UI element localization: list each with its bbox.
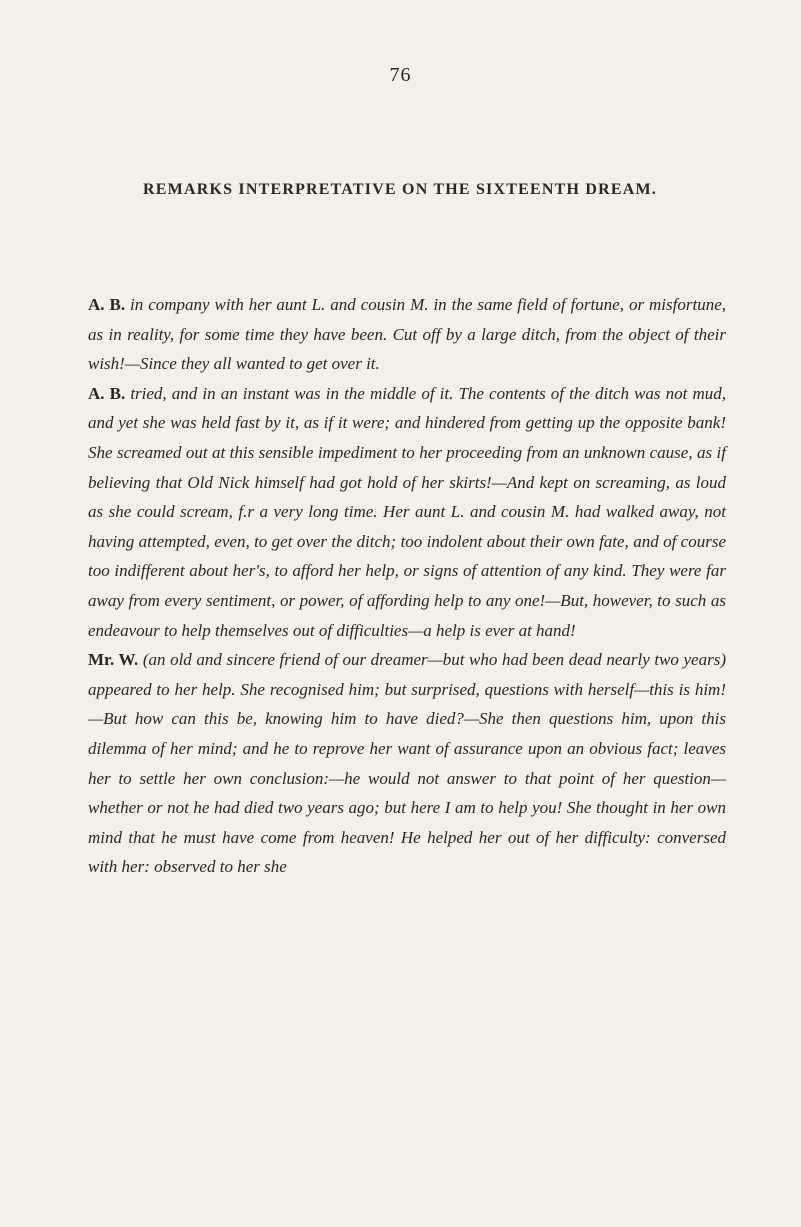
paragraph-3 [88, 645, 726, 882]
paragraph-2 [88, 379, 726, 645]
paragraph-3-text: (an old and sincere friend of our dreamer—but who had been dead nearly two years) appeared to her help. She recognised him; but surprised, questions with herself—this is him!—But how can this be, knowing him to have died?—She then questions him, upon this dilemma of her mind; and he to reprove her want of assurance upon an obvious fact; leaves her to settle her own conclusion:—he would not answer to that point of her question—whether or not he had died two years ago; but here I am to help you! She thought in her own mind that he must have come from heaven! He helped her out of her difficulty: conversed with her: observed to her she [88, 650, 726, 877]
paragraph-3-lead: Mr. W. [88, 650, 139, 670]
chapter-heading: REMARKS INTERPRETATIVE ON THE SIXTEENTH DREAM. [143, 181, 657, 198]
paragraph-2-text: tried, and in an instant was in the middle of it. The contents of the ditch was not mud, and yet she was held fast by it, as if it were; and hindered from getting up the opposite bank! She screamed out at this sensible impediment to her proceeding from an unknown cause, as if believing that Old Nick himself had got hold of her skirts!—And kept on screaming, as loud as she could scream, f.r a very long time. Her aunt L. and cousin M. had walked away, not having attempted, even, to get over the ditch; too indolent about their own fate, and of course too indifferent about her's, to afford her help, or signs of attention of any kind. They were far away from every sentiment, or power, of affording help to any one!—But, however, to such as endeavour to help themselves out of difficulties—a help is ever at hand! [88, 383, 726, 640]
paragraph-1-text: in company with her aunt L. and cousin M. in the same field of fortune, or misfortune, as in reality, for some time they have been. Cut off by a large ditch, from the object of their wish!—Since they all wanted to get over it. [88, 295, 726, 374]
paragraph-1-lead: A. B. [88, 295, 126, 314]
body-text [88, 290, 726, 882]
paragraph-2-lead: A. B. [88, 383, 126, 403]
page-number: 76 [389, 64, 412, 86]
paragraph-1 [88, 290, 726, 379]
